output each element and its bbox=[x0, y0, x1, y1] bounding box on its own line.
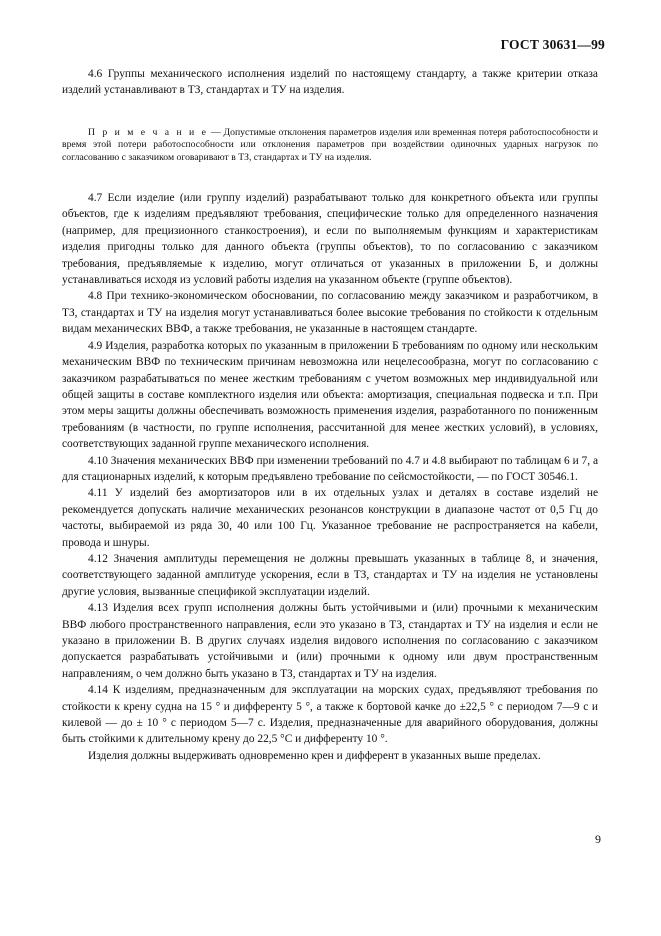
note-label: П р и м е ч а н и е bbox=[88, 126, 209, 138]
clause-4-6: 4.6 Группы механического исполнения изделий по настоящему стандарту, а также критерии отказа изделий устанавливают в ТЗ, стандартах и ТУ на изделия. bbox=[62, 68, 598, 97]
clause-4-11: 4.11 У изделий без амортизаторов или в их отдельных узлах и деталях в составе изделий не рекомендуется допускать наличие механических резонансов конструкции в диапазоне частот от 0,5 Гц до частоты, выбираемой из ряда 30, 40 или 100 Гц. Указанное требование не распространяется на кабели, провода и шнуры. bbox=[62, 487, 598, 549]
page-body bbox=[62, 66, 598, 764]
clause-4-12: 4.12 Значения амплитуды перемещения не должны превышать указанных в таблице 8, и значения, соответствующего заданной амплитуде ускорения, если в ТЗ, стандартах и ТУ на изделия не установлены другие условия, вызванные спецификой эксплуатации изделий. bbox=[62, 552, 598, 598]
clause-4-7: 4.7 Если изделие (или группу изделий) разрабатывают только для конкретного объекта или группы объектов, где к изделиям предъявляют требования, специфические только для определенного назначения (например, для прецизионного станкостроения), и если по выполняемым функциям и характеристикам изделия пригодны только для данного объекта (группы объектов), то по согласованию с заказчиком требования, предъявляемые к изделию, могут отличаться от указанных в приложении Б, и должны устанавливаться исходя из условий работы изделия на указанном объекте (группе объектов). bbox=[62, 192, 598, 287]
clause-4-10: 4.10 Значения механических ВВФ при изменении требований по 4.7 и 4.8 выбирают по таблицам 6 и 7, а для стационарных изделий, к которым предъявлено требование по сейсмостойкости, — по ГОСТ 30546.1. bbox=[62, 454, 598, 483]
clause-4-13: 4.13 Изделия всех групп исполнения должны быть устойчивыми и (или) прочными к механическим ВВФ любого пространственного направления, если это указано в ТЗ, стандартах и ТУ на изделия и если не указано в приложении В. В других случаях изделия видового исполнения по согласованию с заказчиком допускается разрабатывать устойчивыми и (или) прочными к одному или двум пространственным направлениям, о чем должно быть указано в ТЗ, стандартах и ТУ на изделия. bbox=[62, 602, 598, 680]
note-text: — Допустимые отклонения параметров изделия или временная потеря работоспособности и время этой потери работоспособности или отклонения параметров при воздействии одиночных ударных нагрузок по согласованию с заказчиком оговаривают в ТЗ, стандартах и ТУ на изделия. bbox=[62, 126, 598, 163]
clause-4-9: 4.9 Изделия, разработка которых по указанным в приложении Б требованиям по одному или нескольким механическим ВВФ по техническим причинам невозможна или нецелесообразна, могут по согласованию с заказчиком разрабатываться по менее жестким требованиям с учетом возможных мер индивидуальной или общей защиты в составе комплектного изделия или объекта: амортизация, специальная подвеска и т.п. При этом меры защиты должны обеспечивать возможность применения изделия, разработанного по пониженным требованиям (в частности, по группе исполнения, рассчитанной для менее жестких условий), в условиях, соответствующих заданной группе механического исполнения. bbox=[62, 339, 598, 451]
clause-4-8: 4.8 При технико-экономическом обосновании, по согласованию между заказчиком и разработчиком, в ТЗ, стандартах и ТУ на изделия могут устанавливаться более высокие требования по стойкости к отдельным видам механических ВВФ, а также требования, не указанные в настоящем стандарте. bbox=[62, 290, 598, 336]
closing-sentence: Изделия должны выдерживать одновременно крен и дифферент в указанных выше пределах. bbox=[88, 749, 541, 762]
clause-4-14: 4.14 К изделиям, предназначенным для эксплуатации на морских судах, предъявляют требования по стойкости к крену судна на 15 ° и дифференту 5 °, а также к бортовой качке до ±22,5 ° с периодом 7—9 с и килевой — до ± 10 ° с периодом 5—7 с. Изделия, предназначенные для аварийного оборудования, должны быть стойкими к длительному крену до 22,5 °С и дифференту 10 °. bbox=[62, 684, 598, 746]
note-block bbox=[62, 127, 598, 164]
page-number: 9 bbox=[595, 832, 601, 846]
document-code-header: ГОСТ 30631—99 bbox=[500, 37, 605, 52]
